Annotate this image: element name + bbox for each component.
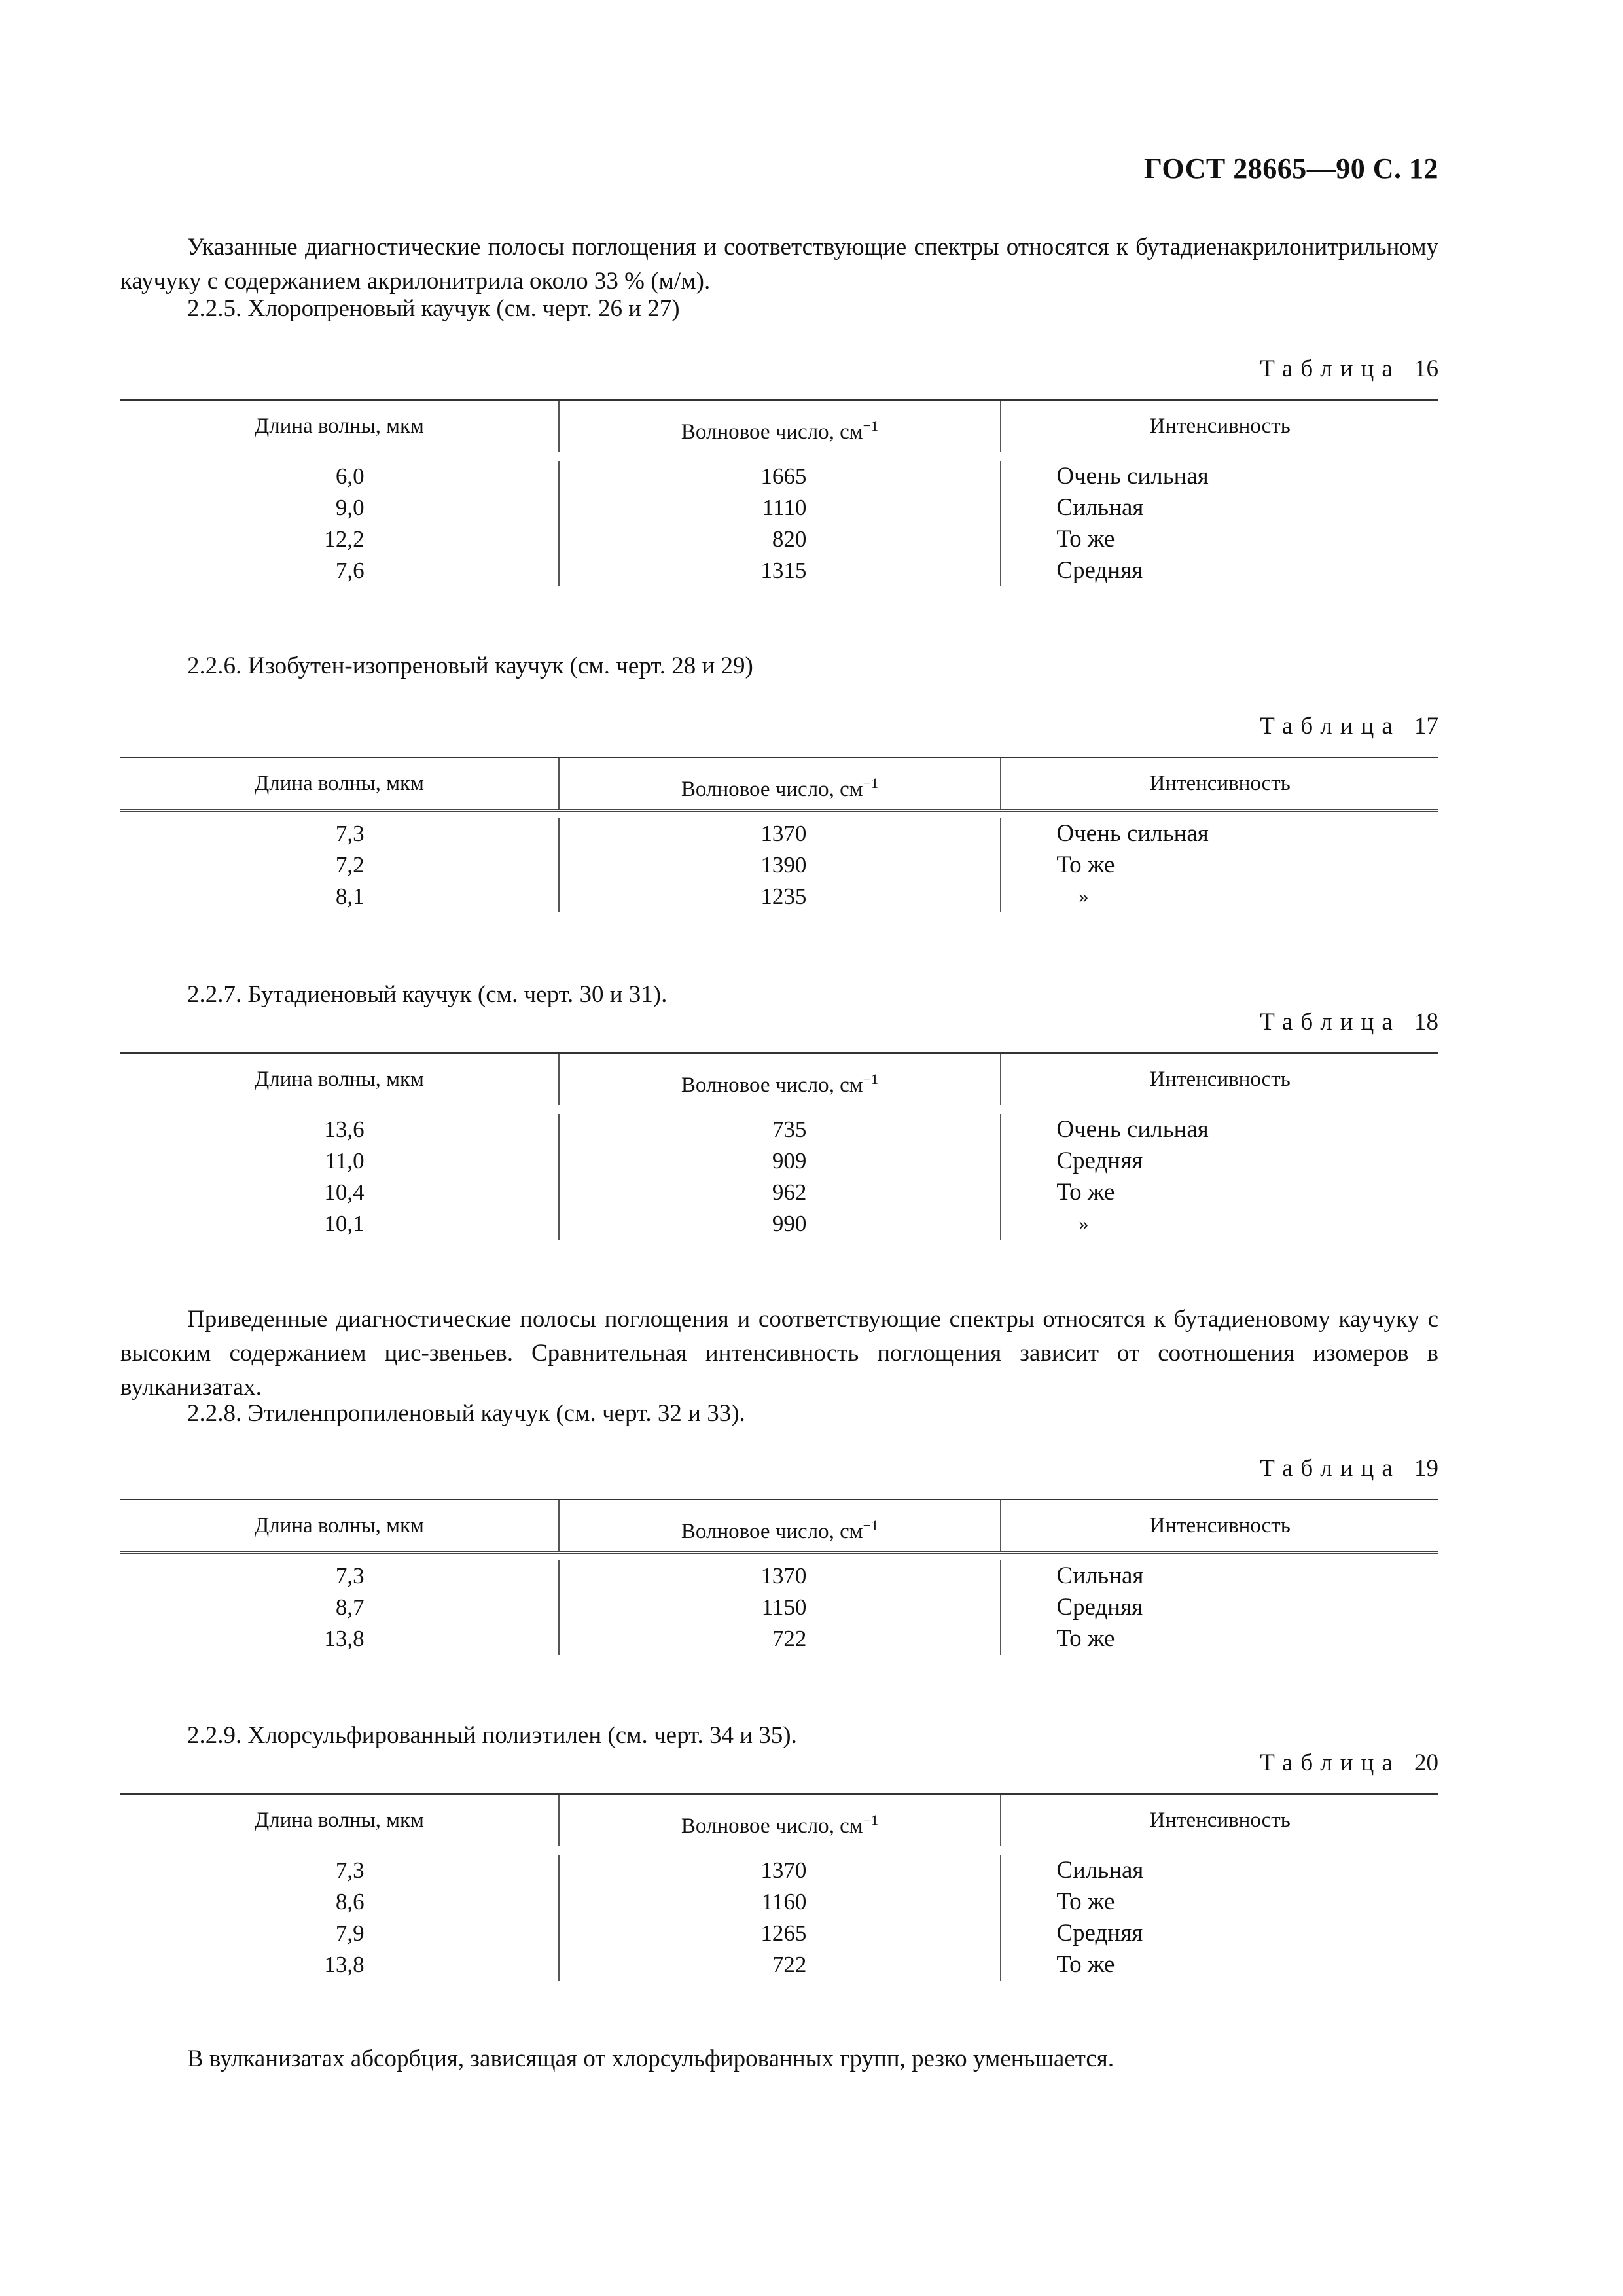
cell-wavelength: 7,2 — [335, 852, 365, 878]
header-wavenumber: Волновое число, $см^{-1}$ — [560, 758, 1002, 809]
cell-wavelength: 12,2 — [324, 526, 365, 552]
cell-wavelength: 13,6 — [324, 1117, 365, 1142]
intro-paragraph-text: Указанные диагностические полосы поглощения и соответствующие спектры относятся к бутадиенакрилонитрильному каучуку с содержанием акрилонитрила около 33 % (м/м). — [120, 234, 1438, 295]
header-wavelength: Длина волны, мкм — [120, 1795, 560, 1846]
cell-wavenumber: 1265 — [760, 1920, 807, 1946]
cell-wavenumber: 1150 — [761, 1594, 807, 1620]
cell-wavelength: 7,3 — [335, 821, 365, 846]
table-18 — [120, 1052, 1438, 1240]
cell-intensity: То же — [1056, 1951, 1115, 1978]
header-intensity: Интенсивность — [1149, 772, 1291, 795]
cell-wavelength: 11,0 — [325, 1148, 365, 1174]
table-caption-17: Таблица 17 — [1260, 713, 1438, 740]
cell-wavelength: 10,1 — [324, 1211, 365, 1236]
header-intensity: Интенсивность — [1149, 1514, 1291, 1537]
cell-wavenumber: 990 — [772, 1211, 807, 1236]
table-body — [120, 1107, 1438, 1240]
cell-intensity: Очень сильная — [1056, 1116, 1209, 1143]
section-2-2-7: 2.2.7. Бутадиеновый каучук (см. черт. 30 и 31). — [187, 981, 668, 1008]
intro-paragraph — [120, 230, 1438, 298]
table-body — [120, 812, 1438, 912]
cell-intensity: Сильная — [1056, 1562, 1144, 1589]
header-intensity: Интенсивность — [1149, 1067, 1291, 1091]
table-caption-18: Таблица 18 — [1260, 1009, 1438, 1035]
table-body — [120, 1554, 1438, 1655]
table-header — [120, 1500, 1438, 1554]
cell-intensity: Сильная — [1056, 494, 1144, 521]
cell-wavenumber: 1665 — [760, 463, 807, 489]
cell-intensity: То же — [1056, 526, 1115, 552]
cell-wavenumber: 909 — [772, 1148, 807, 1174]
cell-wavelength: 9,0 — [335, 495, 365, 520]
table-body — [120, 1848, 1438, 1981]
header-wavelength: Длина волны, мкм — [120, 1054, 560, 1105]
header-wavenumber: Волновое число, $см^{-1}$ — [560, 1795, 1002, 1846]
cell-wavenumber: 962 — [772, 1179, 807, 1205]
cell-intensity: » — [1079, 1213, 1089, 1234]
table-body — [120, 454, 1438, 586]
table-header — [120, 1795, 1438, 1848]
cell-wavenumber: 1370 — [760, 1857, 807, 1883]
cell-wavenumber: 735 — [772, 1117, 807, 1142]
cell-intensity: Средняя — [1056, 1920, 1143, 1946]
header-wavenumber: Волновое число, $см^{-1}$ — [560, 1500, 1002, 1551]
butadiene-paragraph-text: Приведенные диагностические полосы поглощения и соответствующие спектры относятся к бутадиеновому каучуку с высоким содержанием цис-звеньев. Сравнительная интенсивность поглощения зависит от соотношения изомеров в вулканизатах. — [120, 1306, 1438, 1401]
header-wavelength: Длина волны, мкм — [120, 758, 560, 809]
cell-wavenumber: 722 — [772, 1626, 807, 1651]
cell-wavenumber: 1315 — [760, 558, 807, 583]
table-header — [120, 401, 1438, 454]
cell-wavelength: 7,3 — [335, 1857, 365, 1883]
cell-intensity: Очень сильная — [1056, 820, 1209, 847]
header-intensity: Интенсивность — [1149, 414, 1291, 438]
cell-wavelength: 6,0 — [335, 463, 365, 489]
header-wavenumber: Волновое число, $см^{-1}$ — [560, 1054, 1002, 1105]
table-header — [120, 1054, 1438, 1107]
section-2-2-6: 2.2.6. Изобутен-изопреновый каучук (см. черт. 28 и 29) — [187, 653, 753, 679]
cell-intensity: То же — [1056, 1888, 1115, 1915]
table-header — [120, 758, 1438, 812]
cell-wavelength: 7,3 — [335, 1563, 365, 1588]
section-2-2-5: 2.2.5. Хлоропреновый каучук (см. черт. 26 и 27) — [187, 295, 680, 322]
cell-wavenumber: 1370 — [760, 821, 807, 846]
cell-wavenumber: 1390 — [760, 852, 807, 878]
cell-intensity: Средняя — [1056, 1594, 1143, 1621]
page-header: ГОСТ 28665—90 С. 12 — [1143, 152, 1438, 185]
header-wavelength: Длина волны, мкм — [120, 1500, 560, 1551]
cell-intensity: » — [1079, 886, 1089, 907]
cell-intensity: Сильная — [1056, 1857, 1144, 1884]
cell-wavenumber: 820 — [772, 526, 807, 552]
table-17 — [120, 757, 1438, 912]
table-19 — [120, 1499, 1438, 1655]
table-caption-19: Таблица 19 — [1260, 1455, 1438, 1482]
closing-sentence: В вулканизатах абсорбция, зависящая от хлорсульфированных групп, резко уменьшается. — [187, 2045, 1115, 2072]
cell-intensity: То же — [1056, 852, 1115, 878]
cell-wavelength: 13,8 — [324, 1626, 365, 1651]
cell-wavelength: 7,9 — [335, 1920, 365, 1946]
header-wavenumber: Волновое число, $см^{-1}$ — [560, 401, 1002, 452]
cell-wavenumber: 1235 — [760, 884, 807, 909]
cell-wavelength: 8,6 — [335, 1889, 365, 1914]
table-caption-20: Таблица 20 — [1260, 1749, 1438, 1776]
section-2-2-8: 2.2.8. Этиленпропиленовый каучук (см. черт. 32 и 33). — [187, 1400, 745, 1427]
cell-wavelength: 8,7 — [335, 1594, 365, 1620]
cell-wavenumber: 722 — [772, 1952, 807, 1977]
cell-intensity: Средняя — [1056, 557, 1143, 584]
cell-intensity: То же — [1056, 1179, 1115, 1206]
table-16 — [120, 399, 1438, 586]
cell-wavelength: 8,1 — [335, 884, 365, 909]
table-caption-16: Таблица 16 — [1260, 355, 1438, 382]
header-wavelength: Длина волны, мкм — [120, 401, 560, 452]
cell-intensity: Очень сильная — [1056, 463, 1209, 490]
table-20 — [120, 1793, 1438, 1981]
butadiene-paragraph — [120, 1302, 1438, 1405]
section-2-2-9: 2.2.9. Хлорсульфированный полиэтилен (см. черт. 34 и 35). — [187, 1722, 797, 1749]
cell-intensity: То же — [1056, 1625, 1115, 1652]
header-intensity: Интенсивность — [1149, 1808, 1291, 1832]
cell-intensity: Средняя — [1056, 1147, 1143, 1174]
cell-wavelength: 10,4 — [324, 1179, 365, 1205]
cell-wavenumber: 1110 — [762, 495, 807, 520]
cell-wavenumber: 1370 — [760, 1563, 807, 1588]
cell-wavenumber: 1160 — [761, 1889, 807, 1914]
cell-wavelength: 13,8 — [324, 1952, 365, 1977]
cell-wavelength: 7,6 — [335, 558, 365, 583]
